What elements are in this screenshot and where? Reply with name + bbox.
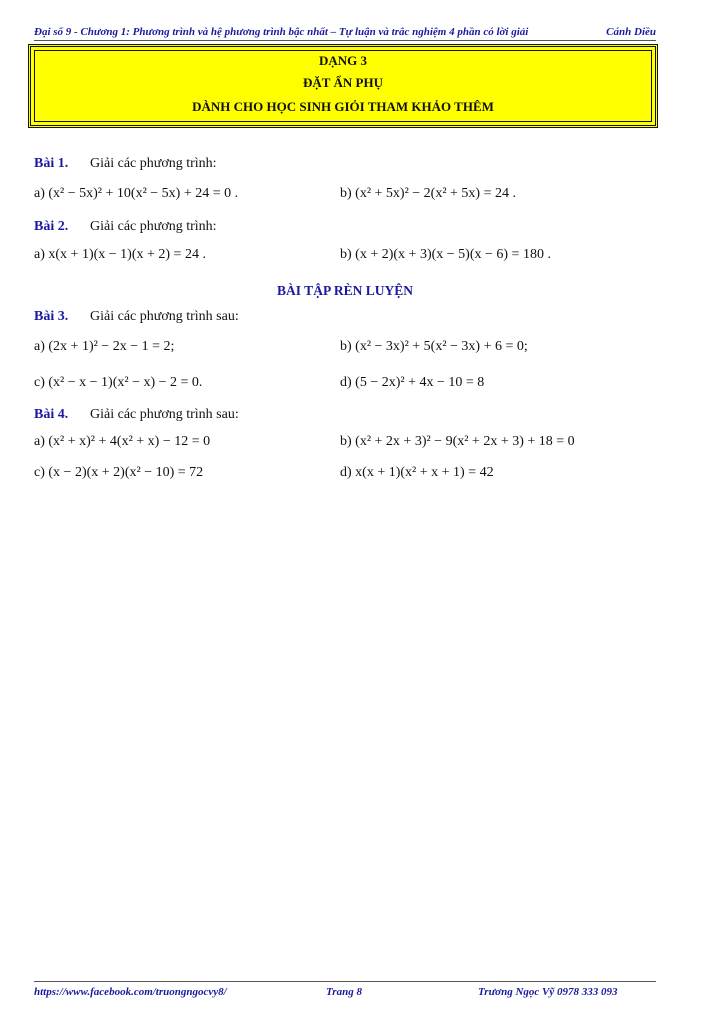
exercise-3d (340, 375, 484, 391)
exercise-3-heading (34, 309, 239, 325)
topic-banner (28, 44, 658, 128)
exercise-1b (340, 186, 516, 202)
exercise-number: Bài 2. (34, 219, 69, 234)
exercise-4d (340, 465, 494, 481)
header-series: Cánh Diều (606, 26, 656, 38)
item-label: b) (340, 186, 352, 201)
exercise-3c (34, 375, 202, 391)
equation: (x² + 2x + 3)² − 9(x² + 2x + 3) + 18 = 0 (355, 434, 575, 449)
exercise-number: Bài 1. (34, 156, 69, 171)
exercise-3a (34, 339, 174, 355)
banner-line-1: DẠNG 3 (318, 53, 368, 68)
exercise-prompt: Giải các phương trình sau: (90, 309, 239, 324)
item-label: a) (34, 247, 45, 262)
equation: (x − 2)(x + 2)(x² − 10) = 72 (48, 465, 204, 480)
exercise-prompt: Giải các phương trình: (90, 156, 217, 171)
exercise-prompt: Giải các phương trình sau: (90, 407, 239, 422)
banner-line-3: DÀNH CHO HỌC SINH GIỎI THAM KHẢO THÊM (192, 99, 494, 114)
exercise-1-heading (34, 156, 217, 172)
item-label: b) (340, 247, 352, 262)
item-label: a) (34, 339, 45, 354)
item-label: c) (34, 465, 45, 480)
header-title: Đại số 9 - Chương 1: Phương trình và hệ phương trình bậc nhất – Tự luận và trắc nghiệm 4 phần có lời giải (34, 26, 529, 38)
exercise-1a (34, 186, 238, 202)
footer-author: Trương Ngọc Vỹ 0978 333 093 (478, 986, 618, 998)
footer-divider (34, 981, 656, 982)
equation: x(x + 1)(x² + x + 1) = 42 (355, 465, 494, 480)
item-label: b) (340, 339, 352, 354)
banner-line-2: ĐẶT ẨN PHỤ (303, 75, 383, 90)
exercise-4c (34, 465, 203, 481)
footer-page-number: Trang 8 (326, 986, 362, 998)
page-header (34, 26, 656, 38)
equation: x(x + 1)(x − 1)(x + 2) = 24 . (48, 247, 206, 262)
exercise-3b (340, 339, 528, 355)
equation: (2x + 1)² − 2x − 1 = 2; (48, 339, 175, 354)
header-divider (34, 40, 656, 41)
item-label: d) (340, 465, 352, 480)
exercise-2b (340, 247, 551, 263)
exercise-number: Bài 4. (34, 407, 69, 422)
equation: (x² − x − 1)(x² − x) − 2 = 0. (48, 375, 203, 390)
exercise-2a (34, 247, 206, 263)
exercise-4b (340, 434, 575, 450)
item-label: b) (340, 434, 352, 449)
exercise-number: Bài 3. (34, 309, 69, 324)
exercise-4a (34, 434, 210, 450)
item-label: a) (34, 186, 45, 201)
item-label: d) (340, 375, 352, 390)
equation: (x² − 5x)² + 10(x² − 5x) + 24 = 0 . (48, 186, 239, 201)
exercise-prompt: Giải các phương trình: (90, 219, 217, 234)
item-label: c) (34, 375, 45, 390)
equation: (x² + 5x)² − 2(x² + 5x) = 24 . (355, 186, 516, 201)
footer-facebook-link[interactable]: https://www.facebook.com/truongngocvy8/ (34, 986, 227, 998)
equation: (x² + x)² + 4(x² + x) − 12 = 0 (48, 434, 211, 449)
equation: (x + 2)(x + 3)(x − 5)(x − 6) = 180 . (355, 247, 551, 262)
item-label: a) (34, 434, 45, 449)
exercise-2-heading (34, 219, 217, 235)
exercise-4-heading (34, 407, 239, 423)
section-title: BÀI TẬP RÈN LUYỆN (277, 283, 413, 298)
equation: (x² − 3x)² + 5(x² − 3x) + 6 = 0; (355, 339, 528, 354)
equation: (5 − 2x)² + 4x − 10 = 8 (355, 375, 485, 390)
